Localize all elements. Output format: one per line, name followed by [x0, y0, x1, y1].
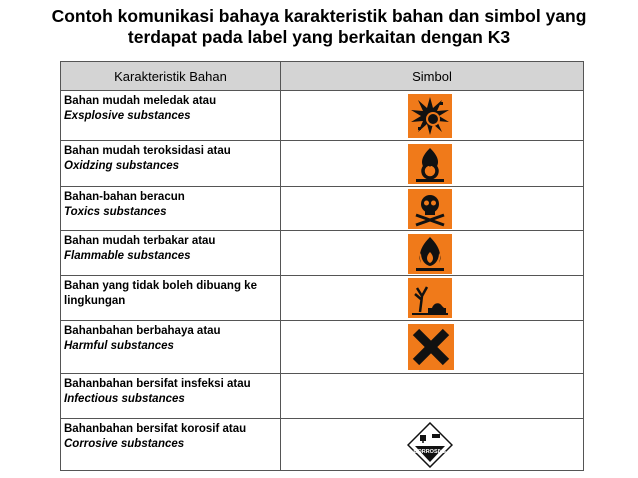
toxic-skull-icon — [408, 189, 452, 229]
row-text-id: Bahan mudah teroksidasi atau — [64, 145, 231, 157]
environment-hazard-icon — [408, 278, 452, 318]
explosive-icon — [408, 94, 452, 138]
title-line-1: Contoh komunikasi bahaya karakteristik bahan dan simbol yang — [51, 6, 587, 26]
table-header-row — [61, 62, 584, 91]
row-text-id: Bahan yang tidak boleh dibuang ke lingkungan — [64, 280, 257, 307]
row-text-en: Toxics substances — [64, 206, 167, 218]
table-row — [61, 276, 584, 321]
row-text-id: Bahanbahan bersifat insfeksi atau — [64, 378, 251, 390]
row-text-en: Harmful substances — [64, 340, 174, 352]
row-text-en: Infectious substances — [64, 393, 185, 405]
flammable-icon — [408, 234, 452, 274]
hazard-table — [60, 61, 584, 471]
table-row — [61, 419, 584, 471]
row-text-id: Bahanbahan bersifat korosif atau — [64, 423, 247, 435]
table-row — [61, 91, 584, 141]
row-text-id: Bahan mudah meledak atau — [64, 95, 217, 107]
row-text-en: Exsplosive substances — [64, 110, 191, 122]
table-row — [61, 231, 584, 276]
row-text-id: Bahan mudah terbakar atau — [64, 235, 216, 247]
title-line-2: terdapat pada label yang berkaitan dengan K3 — [127, 27, 511, 47]
row-text-id: Bahan-bahan beracun — [64, 191, 185, 203]
page-title — [0, 6, 638, 48]
row-text-en: Corrosive substances — [64, 438, 185, 450]
table-row — [61, 374, 584, 419]
corrosive-label: CORROSIVE — [413, 449, 447, 455]
row-text-en: Oxidzing substances — [64, 160, 180, 172]
harmful-x-icon — [408, 324, 454, 370]
table-row — [61, 141, 584, 187]
oxidizing-icon — [408, 144, 452, 184]
table-row — [61, 321, 584, 374]
row-text-en: Flammable substances — [64, 250, 191, 262]
corrosive-icon — [407, 422, 453, 468]
header-karakteristik: Karakteristik Bahan — [61, 62, 281, 91]
table-row — [61, 187, 584, 231]
header-simbol: Simbol — [281, 62, 584, 91]
empty-symbol-cell — [281, 374, 584, 419]
row-text-id: Bahanbahan berbahaya atau — [64, 325, 221, 337]
